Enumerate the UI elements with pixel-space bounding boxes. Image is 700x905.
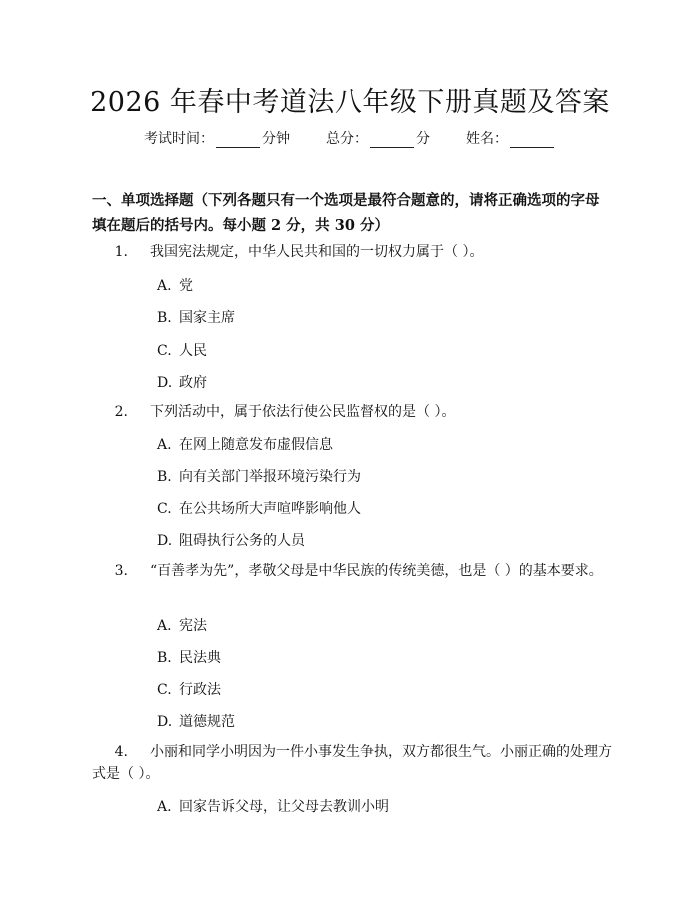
document-title: 2026 年春中考道法八年级下册真题及答案 bbox=[90, 87, 610, 118]
time-blank bbox=[216, 131, 260, 148]
option-1d: D. 政府 bbox=[157, 375, 207, 391]
name-blank bbox=[510, 131, 554, 148]
option-2d: D. 阻碍执行公务的人员 bbox=[157, 533, 305, 549]
exam-info-row bbox=[0, 128, 700, 148]
option-3b: B. 民法典 bbox=[157, 650, 221, 666]
question-text: 下列活动中，属于依法行使公民监督权的是（ ）。 bbox=[150, 404, 456, 420]
question-text: 小丽和同学小明因为一件小事发生争执，双方都很生气。小丽正确的处理方式是（ ）。 bbox=[92, 744, 612, 782]
option-1c: C. 人民 bbox=[157, 343, 207, 359]
question-3 bbox=[92, 560, 612, 582]
option-2b: B. 向有关部门举报环境污染行为 bbox=[157, 469, 361, 485]
option-2c: C. 在公共场所大声喧哗影响他人 bbox=[157, 501, 361, 517]
option-3d: D. 道德规范 bbox=[157, 714, 235, 730]
section-heading: 一、单项选择题（下列各题只有一个选项是最符合题意的，请将正确选项的字母填在题后的括号内。每小题 2 分，共 30 分） bbox=[92, 192, 600, 234]
question-4 bbox=[92, 741, 612, 785]
question-number: 1. bbox=[114, 244, 128, 260]
option-3c: C. 行政法 bbox=[157, 682, 221, 698]
option-4a: A. 回家告诉父母，让父母去教训小明 bbox=[157, 799, 389, 815]
name-field: 姓名： bbox=[466, 128, 556, 148]
question-1 bbox=[92, 241, 612, 263]
exam-time-field: 考试时间： 分钟 bbox=[144, 131, 290, 147]
option-1b: B. 国家主席 bbox=[157, 310, 235, 326]
question-number: 3. bbox=[114, 563, 128, 579]
option-3a: A. 宪法 bbox=[157, 618, 207, 634]
question-text: “百善孝为先”，孝敬父母是中华民族的传统美德，也是（ ）的基本要求。 bbox=[150, 563, 603, 579]
option-2a: A. 在网上随意发布虚假信息 bbox=[157, 437, 333, 453]
question-number: 2. bbox=[114, 404, 128, 420]
question-2 bbox=[92, 401, 612, 423]
question-number: 4. bbox=[114, 744, 128, 760]
score-blank bbox=[370, 131, 414, 148]
total-score-field: 总分： 分 bbox=[326, 131, 430, 147]
option-1a: A. 党 bbox=[157, 278, 193, 294]
question-text: 我国宪法规定，中华人民共和国的一切权力属于（ ）。 bbox=[150, 244, 484, 260]
